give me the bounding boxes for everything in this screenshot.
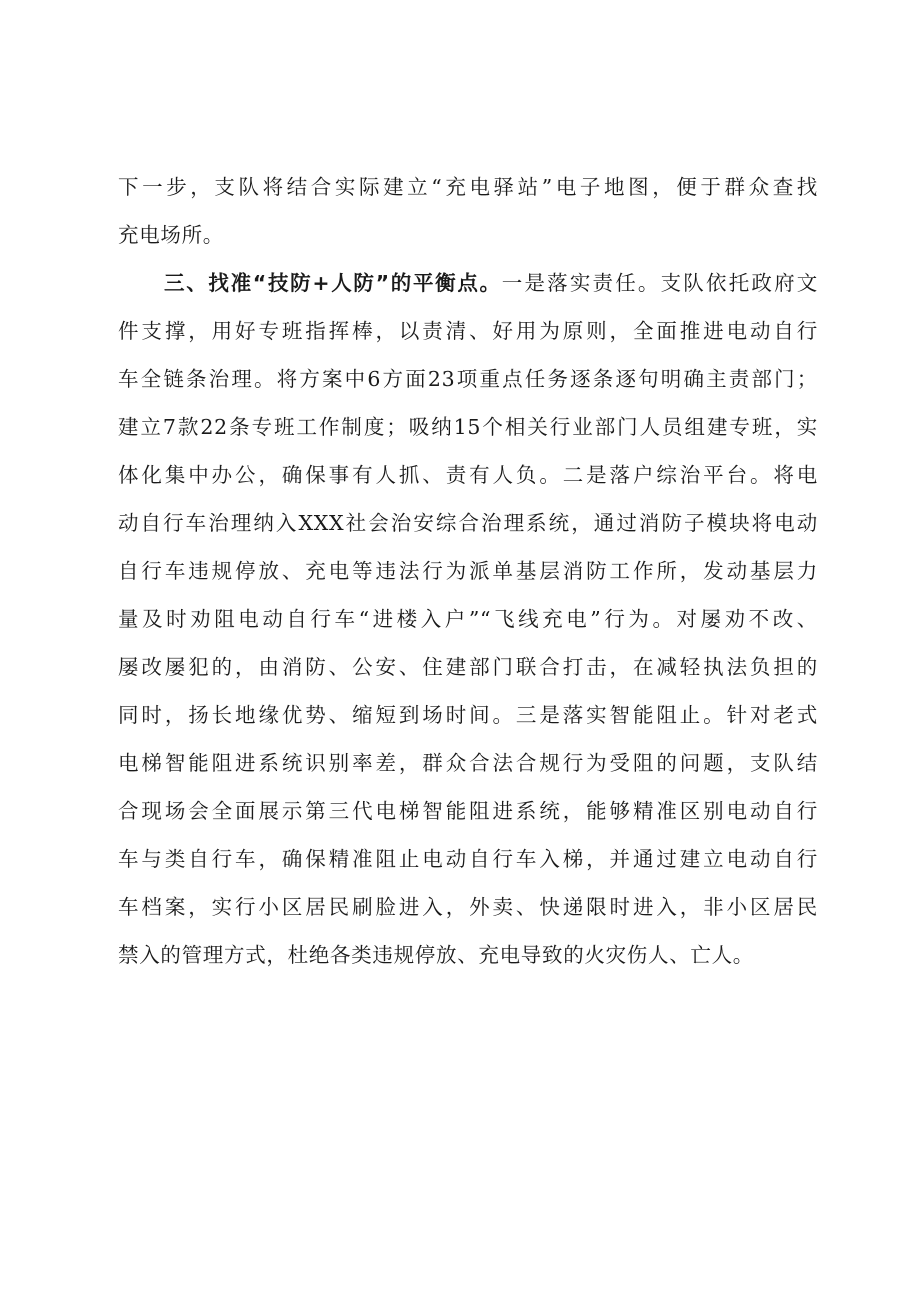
- paragraph-2-line-15: 禁入的管理方式，杜绝各类违规停放、充电导致的火灾伤人、亡人。: [118, 943, 754, 967]
- paragraph-2-line-9: 屡改屡犯的，由消防、公安、住建部门联合打击，在减轻执法负担的: [118, 655, 818, 679]
- paragraph-2-line-3: 车全链条治理。将方案中6方面23项重点任务逐条逐句明确主责部门；: [118, 367, 818, 391]
- paragraph-2-line-5: 体化集中办公，确保事有人抓、责有人负。二是落户综治平台。将电: [118, 463, 818, 487]
- paragraph-2-line-10: 同时，扬长地缘优势、缩短到场时间。三是落实智能阻止。针对老式: [118, 703, 818, 727]
- paragraph-2-line-1: [164, 263, 818, 303]
- paragraph-2-line-11: 电梯智能阻进系统识别率差，群众合法合规行为受阻的问题，支队结: [118, 751, 818, 775]
- paragraph-2-line-14: 车档案，实行小区居民刷脸进入，外卖、快递限时进入，非小区居民: [118, 895, 818, 919]
- paragraph-2-line-8: 量及时劝阻电动自行车“进楼入户”“飞线充电”行为。对屡劝不改、: [118, 607, 818, 631]
- section-heading: 三、找准“技防+人防”的平衡点。: [164, 271, 502, 295]
- paragraph-2-line-12: 合现场会全面展示第三代电梯智能阻进系统，能够精准区别电动自行: [118, 799, 818, 823]
- paragraph-2-line-7: 自行车违规停放、充电等违法行为派单基层消防工作所，发动基层力: [118, 559, 818, 583]
- paragraph-2-line-2: 件支撑，用好专班指挥棒，以责清、好用为原则，全面推进电动自行: [118, 319, 818, 343]
- paragraph-2-line-13: 车与类自行车，确保精准阻止电动自行车入梯，并通过建立电动自行: [118, 847, 818, 871]
- paragraph-1-line-1: 下一步，支队将结合实际建立“充电驿站”电子地图，便于群众查找: [118, 175, 818, 199]
- paragraph-1-line-2: 充电场所。: [118, 223, 224, 247]
- paragraph-2-line-6: 动自行车治理纳入XXX社会治安综合治理系统，通过消防子模块将电动: [118, 511, 818, 535]
- paragraph-2-line-4: 建立7款22条专班工作制度；吸纳15个相关行业部门人员组建专班，实: [118, 415, 818, 439]
- paragraph-2-line-1-text: 一是落实责任。支队依托政府文: [501, 271, 818, 295]
